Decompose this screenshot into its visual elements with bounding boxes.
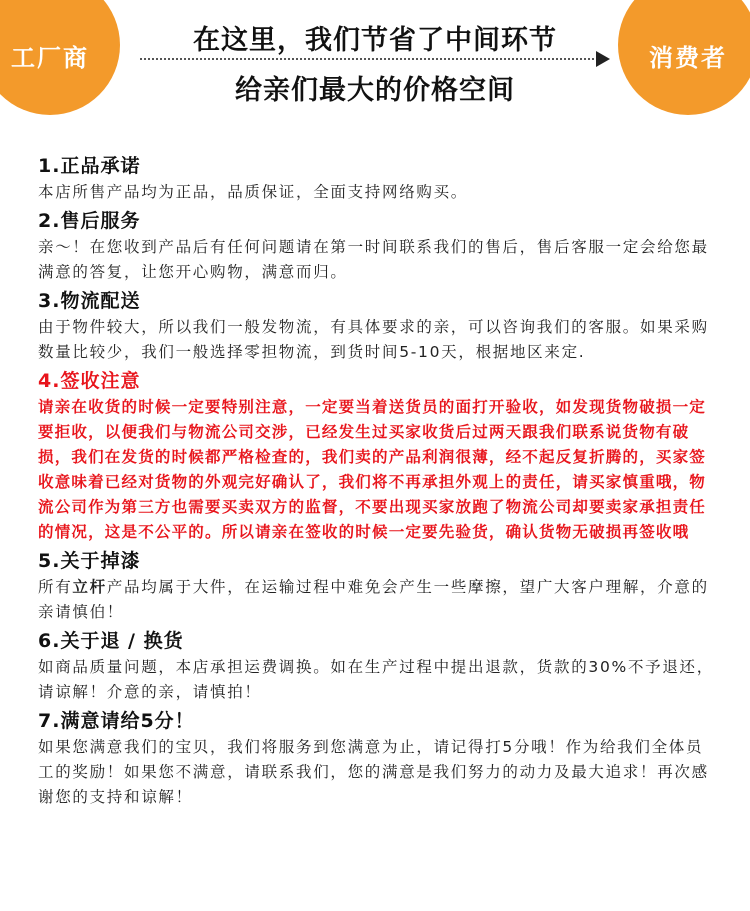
arrow-right-icon <box>596 51 610 67</box>
section-body: 本店所售产品均为正品，品质保证，全面支持网络购买。 <box>38 183 469 201</box>
section-returns <box>38 627 718 705</box>
headline-line-2: 给亲们最大的价格空间 <box>235 75 515 106</box>
headline-line-1: 在这里，我们节省了中间环节 <box>193 25 557 56</box>
consumer-circle-badge <box>618 0 750 115</box>
section-body-warning: 请亲在收货的时候一定要特别注意，一定要当着送货员的面打开验收，如发现货物破损一定要拒收，以便我们与物流公司交涉，已经发生过买家收货后过两天跟我们联系说货物有破损，我们在发货的时候都严格检查的，我们卖的产品利润很薄，经不起反复折腾的，买家签收意味着已经对货物的外观完好确认了，我们将不再承担外观上的责任，请买家慎重哦，物流公司作为第三方也需要买卖双方的监督，不要出现买家放跑了物流公司却要卖家承担责任的情况，这是不公平的。所以请亲在签收的时候一定要先验货，确认货物无破损再签收哦 <box>38 398 707 541</box>
section-body: 如商品质量问题，本店承担运费调换。如在生产过程中提出退款，货款的30%不予退还，请谅解！介意的亲，请慎拍！ <box>38 658 714 701</box>
factory-circle-badge <box>0 0 120 115</box>
section-title: 2.售后服务 <box>38 210 141 232</box>
body-bold-term: 立杆 <box>72 578 107 596</box>
section-paint-chipping <box>38 547 718 625</box>
section-receipt-notice <box>38 367 718 545</box>
section-body <box>38 575 718 625</box>
body-suffix: 产品均属于大件，在运输过程中难免会产生一些摩擦，望广大客户理解，介意的亲请慎伯！ <box>38 578 709 621</box>
section-rating <box>38 707 718 810</box>
section-title: 1.正品承诺 <box>38 155 141 177</box>
section-logistics <box>38 287 718 365</box>
consumer-label: 消费者 <box>649 43 727 72</box>
section-body: 如果您满意我们的宝贝，我们将服务到您满意为止，请记得打5分哦！作为给我们全体员工的奖励！如果您不满意，请联系我们，您的满意是我们努力的动力及最大追求！再次感谢您的支持和谅解！ <box>38 738 709 806</box>
section-title-warning: 4.签收注意 <box>38 370 141 392</box>
section-after-sales <box>38 207 718 285</box>
policy-content <box>38 152 718 812</box>
section-body: 由于物件较大，所以我们一般发物流，有具体要求的亲，可以咨询我们的客服。如果采购数量比较少，我们一般选择零担物流，到货时间5-10天，根据地区来定. <box>38 318 709 361</box>
section-genuine <box>38 152 718 205</box>
section-title: 7.满意请给5分！ <box>38 710 195 732</box>
section-body: 亲～！在您收到产品后有任何问题请在第一时间联系我们的售后，售后客服一定会给您最满意的答复，让您开心购物，满意而归。 <box>38 238 709 281</box>
section-title: 5.关于掉漆 <box>38 550 141 572</box>
factory-label: 工厂商 <box>11 43 89 72</box>
dotted-arrow-line <box>140 58 598 60</box>
body-prefix: 所有 <box>38 578 73 596</box>
section-title: 6.关于退 / 换货 <box>38 630 184 652</box>
section-title: 3.物流配送 <box>38 290 141 312</box>
